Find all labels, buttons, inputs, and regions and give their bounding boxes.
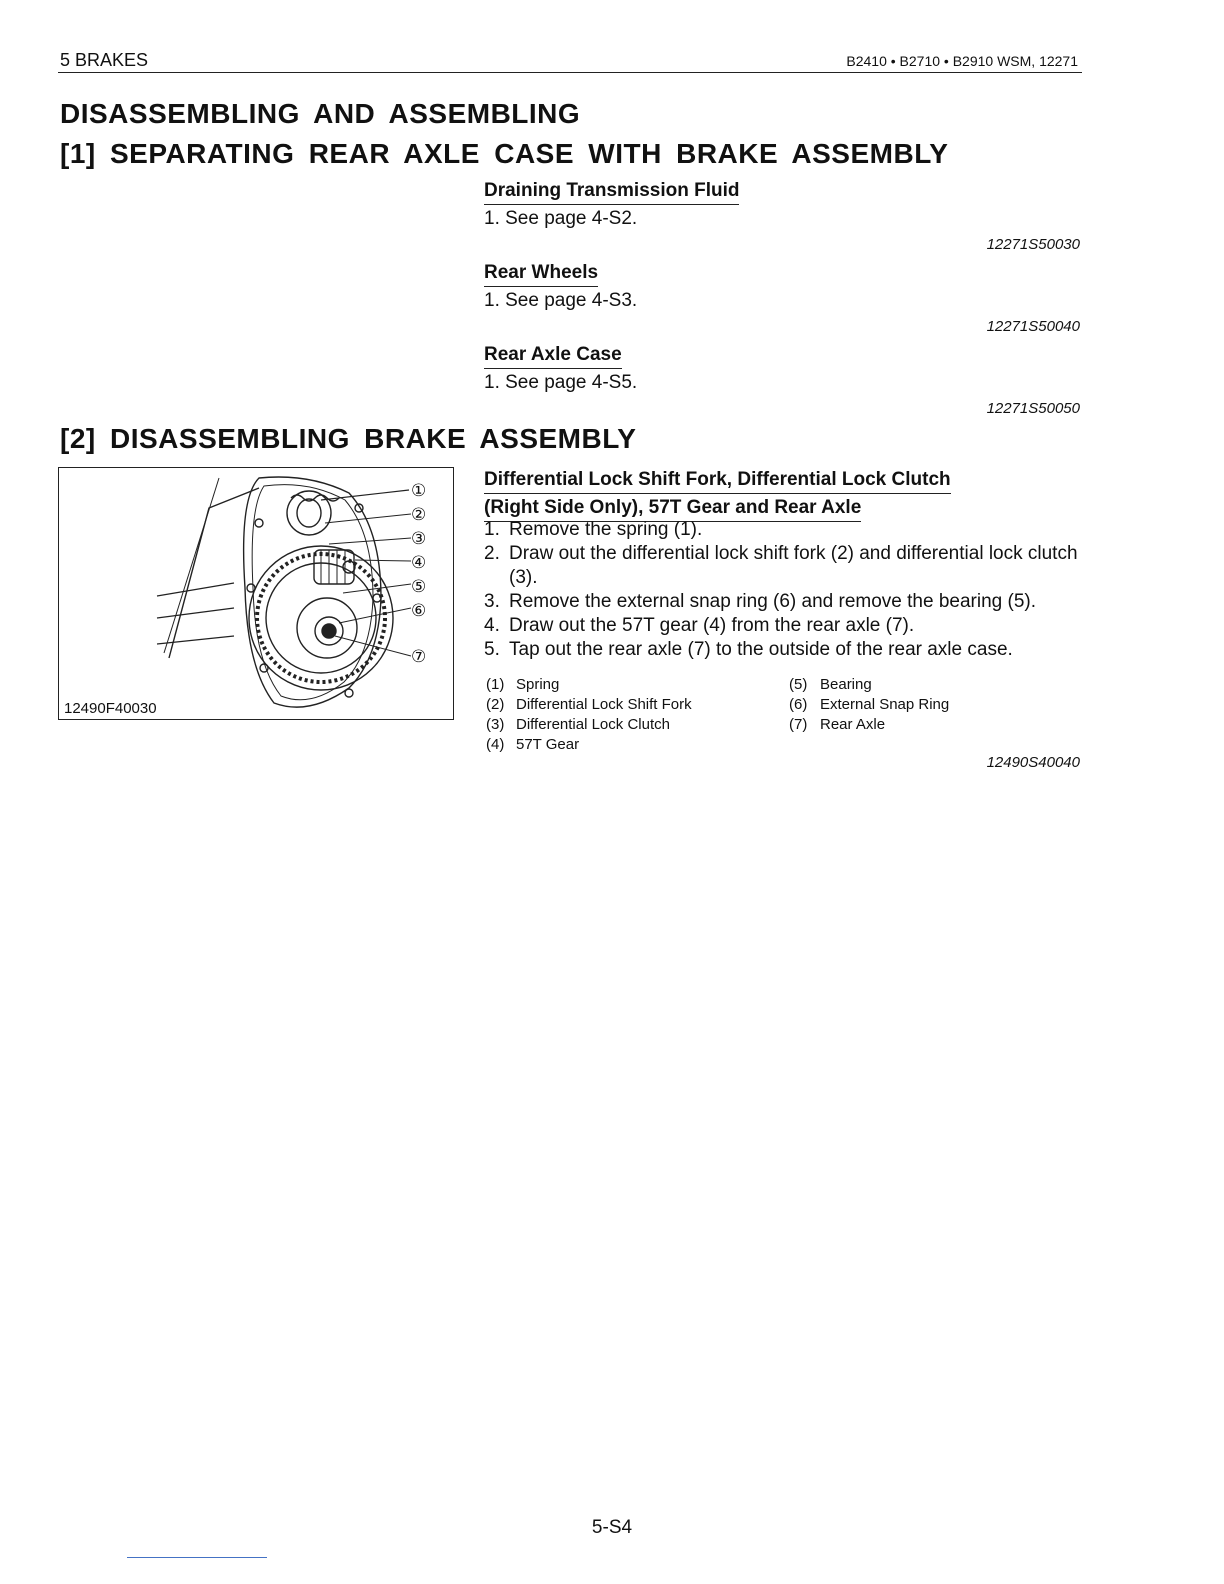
step-text: Tap out the rear axle (7) to the outside of the rear axle case. xyxy=(509,639,1013,660)
callout-5: ⑤ xyxy=(411,577,427,597)
legend-item xyxy=(486,735,692,755)
legend-label: 57T Gear xyxy=(516,736,580,753)
step-number: 2. xyxy=(484,543,500,564)
callout-6: ⑥ xyxy=(411,601,427,621)
list-item xyxy=(484,542,1084,590)
reference-code: 12271S50040 xyxy=(986,318,1080,335)
step-rear-axle-case: 1. See page 4-S5. xyxy=(484,372,638,393)
figure-code: 12490F40030 xyxy=(64,700,157,717)
legend-item xyxy=(789,695,949,715)
list-item xyxy=(484,518,1084,542)
legend-item xyxy=(486,695,692,715)
step-rear-wheels: 1. See page 4-S3. xyxy=(484,290,638,311)
legend-label: External Snap Ring xyxy=(820,696,950,713)
page-number: 5-S4 xyxy=(591,1517,633,1538)
legend-label: Differential Lock Clutch xyxy=(516,716,670,733)
callout-2: ② xyxy=(411,505,427,525)
subtitle-line-2: (Right Side Only), 57T Gear and Rear Axle xyxy=(484,494,861,522)
subtitle-draining-transmission-fluid: Draining Transmission Fluid xyxy=(484,180,739,205)
section1-heading: [1] SEPARATING REAR AXLE CASE WITH BRAKE ASSEMBLY xyxy=(60,138,949,169)
legend-label: Bearing xyxy=(820,676,872,693)
list-item xyxy=(484,638,1084,662)
step-text: Draw out the differential lock shift fork (2) and differential lock clutch (3). xyxy=(509,543,1078,588)
legend-number: (2) xyxy=(486,696,505,713)
page-title: DISASSEMBLING AND ASSEMBLING xyxy=(60,98,581,129)
legend-label: Differential Lock Shift Fork xyxy=(516,696,692,713)
subtitle-rear-wheels: Rear Wheels xyxy=(484,262,598,287)
section2-subtitle xyxy=(484,466,951,522)
legend-label: Spring xyxy=(516,676,560,693)
subtitle-rear-axle-case: Rear Axle Case xyxy=(484,344,622,369)
step-text: Remove the external snap ring (6) and remove the bearing (5). xyxy=(509,591,1036,612)
header-section-title: 5 BRAKES xyxy=(60,50,149,70)
reference-code: 12490S40040 xyxy=(986,754,1080,771)
section2-heading: [2] DISASSEMBLING BRAKE ASSEMBLY xyxy=(60,423,637,454)
legend-item xyxy=(486,675,692,695)
legend-number: (5) xyxy=(789,676,808,693)
callout-3: ③ xyxy=(411,529,427,549)
legend-right-column xyxy=(789,675,949,735)
reference-code: 12271S50050 xyxy=(986,400,1080,417)
header-model-info: B2410 • B2710 • B2910 WSM, 12271 xyxy=(846,53,1078,69)
list-item xyxy=(484,614,1084,638)
scan-artifact-line xyxy=(127,1557,267,1558)
legend-item xyxy=(486,715,692,735)
callout-7: ⑦ xyxy=(411,647,427,667)
brake-assembly-illustration xyxy=(59,468,452,718)
legend-label: Rear Axle xyxy=(820,716,886,733)
brake-assembly-figure xyxy=(58,467,454,720)
step-number: 1. xyxy=(484,519,500,540)
reference-code: 12271S50030 xyxy=(986,236,1080,253)
header-rule xyxy=(58,72,1082,73)
legend-number: (1) xyxy=(486,676,505,693)
legend-item xyxy=(789,715,949,735)
legend-item xyxy=(789,675,949,695)
step-text: Draw out the 57T gear (4) from the rear axle (7). xyxy=(509,615,915,636)
step-text: Remove the spring (1). xyxy=(509,519,703,540)
legend-number: (3) xyxy=(486,716,505,733)
step-list xyxy=(484,518,1084,662)
callout-1: ① xyxy=(411,481,427,501)
step-draining: 1. See page 4-S2. xyxy=(484,208,638,229)
legend-number: (7) xyxy=(789,716,808,733)
list-item xyxy=(484,590,1084,614)
legend-left-column xyxy=(486,675,692,755)
subtitle-line-1: Differential Lock Shift Fork, Differential Lock Clutch xyxy=(484,466,951,494)
legend-number: (6) xyxy=(789,696,808,713)
step-number: 5. xyxy=(484,639,500,660)
legend-number: (4) xyxy=(486,736,505,753)
callout-4: ④ xyxy=(411,553,427,573)
step-number: 4. xyxy=(484,615,500,636)
step-number: 3. xyxy=(484,591,500,612)
